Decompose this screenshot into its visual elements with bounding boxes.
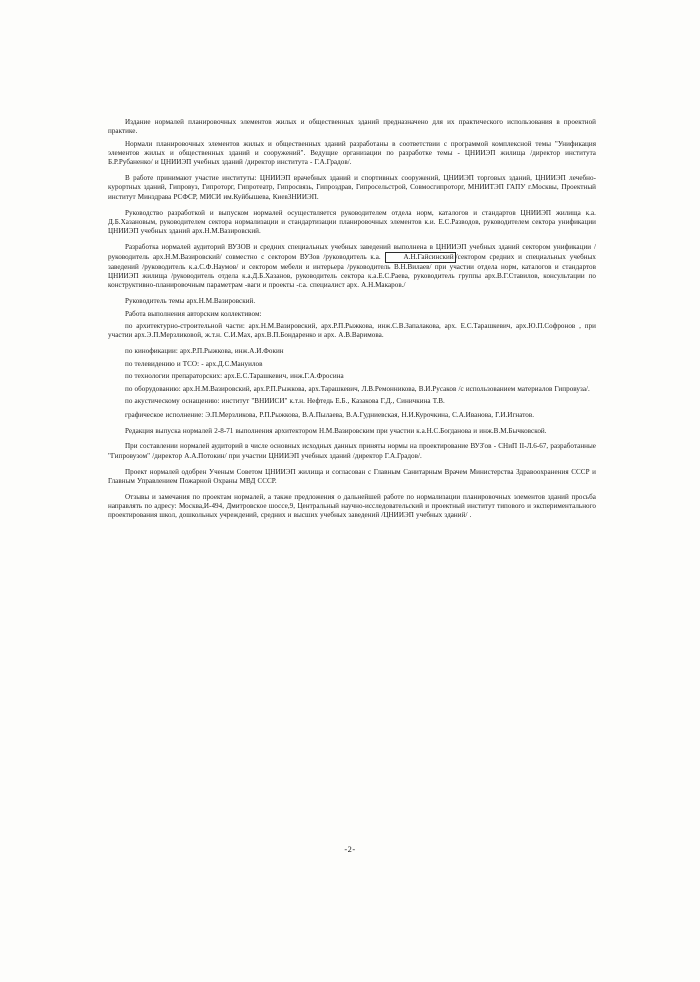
paragraph-with-boxed-name — [108, 243, 596, 291]
paragraph: по технологии препараторских: арх.Е.С.Тарашкевич, инж.Г.А.Фросина — [125, 372, 344, 381]
document-body — [108, 118, 596, 524]
paragraph-part: Разработка нормалей аудиторий ВУЗОВ и средних специальных учебных заведений выполнена в ЦНИИЭП учебных зданий сектором унификации /руководитель арх.Н.М.Вазировский/ совместно с сектором ВУЗов /руководитель к.а. — [108, 242, 596, 262]
paragraph: Нормали планировочных элементов жилых и общественных зданий разработаны в соответствии с программой комплексной темы "Унификация элементов жилых и общественных зданий и сооружений". Ведущие организации по разработке темы - ЦНИИЭП жилища /директор института Б.Р.Рубаненко/ и ЦНИИЭП учебных зданий /директор института - Г.А.Градов/. — [108, 139, 596, 167]
paragraph: по акустическому оснащению: институт "ВНИИСИ" к.т.н. Нефтедь Е.Б., Казакова Г.Д., Синичкина Т.В. — [125, 397, 445, 406]
paragraph: Руководитель темы арх.Н.М.Вазировский. — [125, 297, 256, 306]
paragraph: по кинофикации: арх.Р.П.Рыжкова, инж.А.И.Фокин — [125, 347, 284, 356]
paragraph: по оборудованию: арх.Н.М.Вазировский, арх.Р.П.Рыжкова, арх.Тарашкевич, Л.В.Ремонникова, В.И.Русаков /с использованием материалов Гипровуза/. — [125, 384, 590, 393]
paragraph: Работа выполнения авторским коллективом: — [125, 309, 262, 318]
paragraph: Руководство разработкой и выпуском нормалей осуществляется руководителем отдела норм, каталогов и стандартов ЦНИИЭП жилища к.а. Д.Б.Хазановым, руководителем сектора нормализации и стандартизации планировочных элементов к.и. Е.С.Разводов, руководителем сектора унификации ЦНИИЭП учебных зданий арх.Н.М.Вазировский. — [108, 208, 596, 236]
paragraph: Редакция выпуска нормалей 2-8-71 выполнения архитектором Н.М.Вазировским при участии к.а.Н.С.Богданова и инж.В.М.Бычковской. — [125, 426, 547, 435]
paragraph: Проект нормалей одобрен Ученым Советом ЦНИИЭП жилища и согласован с Главным Санитарным Врачем Министерства Здравоохранения СССР и Главным Управлением Пожарной Охраны МВД СССР. — [108, 467, 596, 485]
paragraph: В работе принимают участие институты: ЦНИИЭП врачебных зданий и спортивных сооружений, ЦНИИЭП торговых зданий, ЦНИИЭП лечебно-курортных зданий, Гипровуз, Гипроторг, Гипротеатр, Гипросвязь, Гипроздрав, Гипросельстрой, Совмосгипроторг, МНИИТЭП ГАПУ г.Москвы, Проектный институт Минздрава РСФСР, МИСИ им.Куйбышева, КиевЗНИИЭП. — [108, 174, 596, 201]
paragraph: графическое исполнение: Э.П.Мерзликова, Р.П.Рыжкова, В.А.Пылаева, В.А.Гудниевская, Н.И.Курочкина, С.А.Иванова, Г.И.Игнатов. — [125, 410, 535, 419]
paragraph-part: /сектором средних и специальных учебных заведений /руководитель к.а.С.Ф.Наумов/ и сектором мебели и интерьера /руководитель В.Н.Вилаев/ при участии отдела норм, каталогов и стандартов ЦНИИЭП жилища /руководитель отдела к.а.Д.Б.Хазанов, руководитель сектора к.а.Е.С.Раева, руководитель группы арх.В.Г.Ставилов, консультации по конструктивно-планировочным параметрам -ваги и проекты -г.а. специалист арх. А.Н.Макаров./ — [108, 253, 596, 290]
paragraph: Отзывы и замечания по проектам нормалей, а также предложения о дальнейшей работе по нормализации планировочных элементов зданий просьба направлять по адресу: Москва,И-494, Дмитровское шоссе,9, Центральный научно-исследовательский и проектный институт типового и экспериментального проектирования школ, дошкольных учреждений, средних и высших учебных заведений /ЦНИИЭП учебных зданий/ . — [108, 492, 596, 520]
paragraph: по архитектурно-строительной части: арх.Н.М.Вазировский, арх.Р.П.Рыжкова, инж.С.В.Запалакова, арх. Е.С.Тарашкевич, арх.Ю.П.Софронов , при участии арх.Э.П.Мерзликовой, ж.т.н. С.И.Мах, арх.В.П.Бондаренко и арх. А.В.Варимова. — [108, 322, 596, 340]
paragraph: Издание нормалей планировочных элементов жилых и общественных зданий предназначено для их практического использования в проектной практике. — [108, 118, 596, 136]
paragraph: по телевидению и ТСО: - арх.Д.С.Мануилов — [125, 359, 263, 368]
paragraph: При составлении нормалей аудиторий в числе основных исходных данных приняты нормы на проектирование ВУЗ'ов - СНиП II-Л.6-67, разработанные "Гипровузом" /директор А.А.Потокин/ при участии ЦНИИЭП учебных зданий /директор Г.А.Градов/. — [108, 442, 596, 460]
page-number: -2- — [344, 845, 356, 854]
boxed-name: А.Н.Гайсинский — [385, 252, 456, 262]
